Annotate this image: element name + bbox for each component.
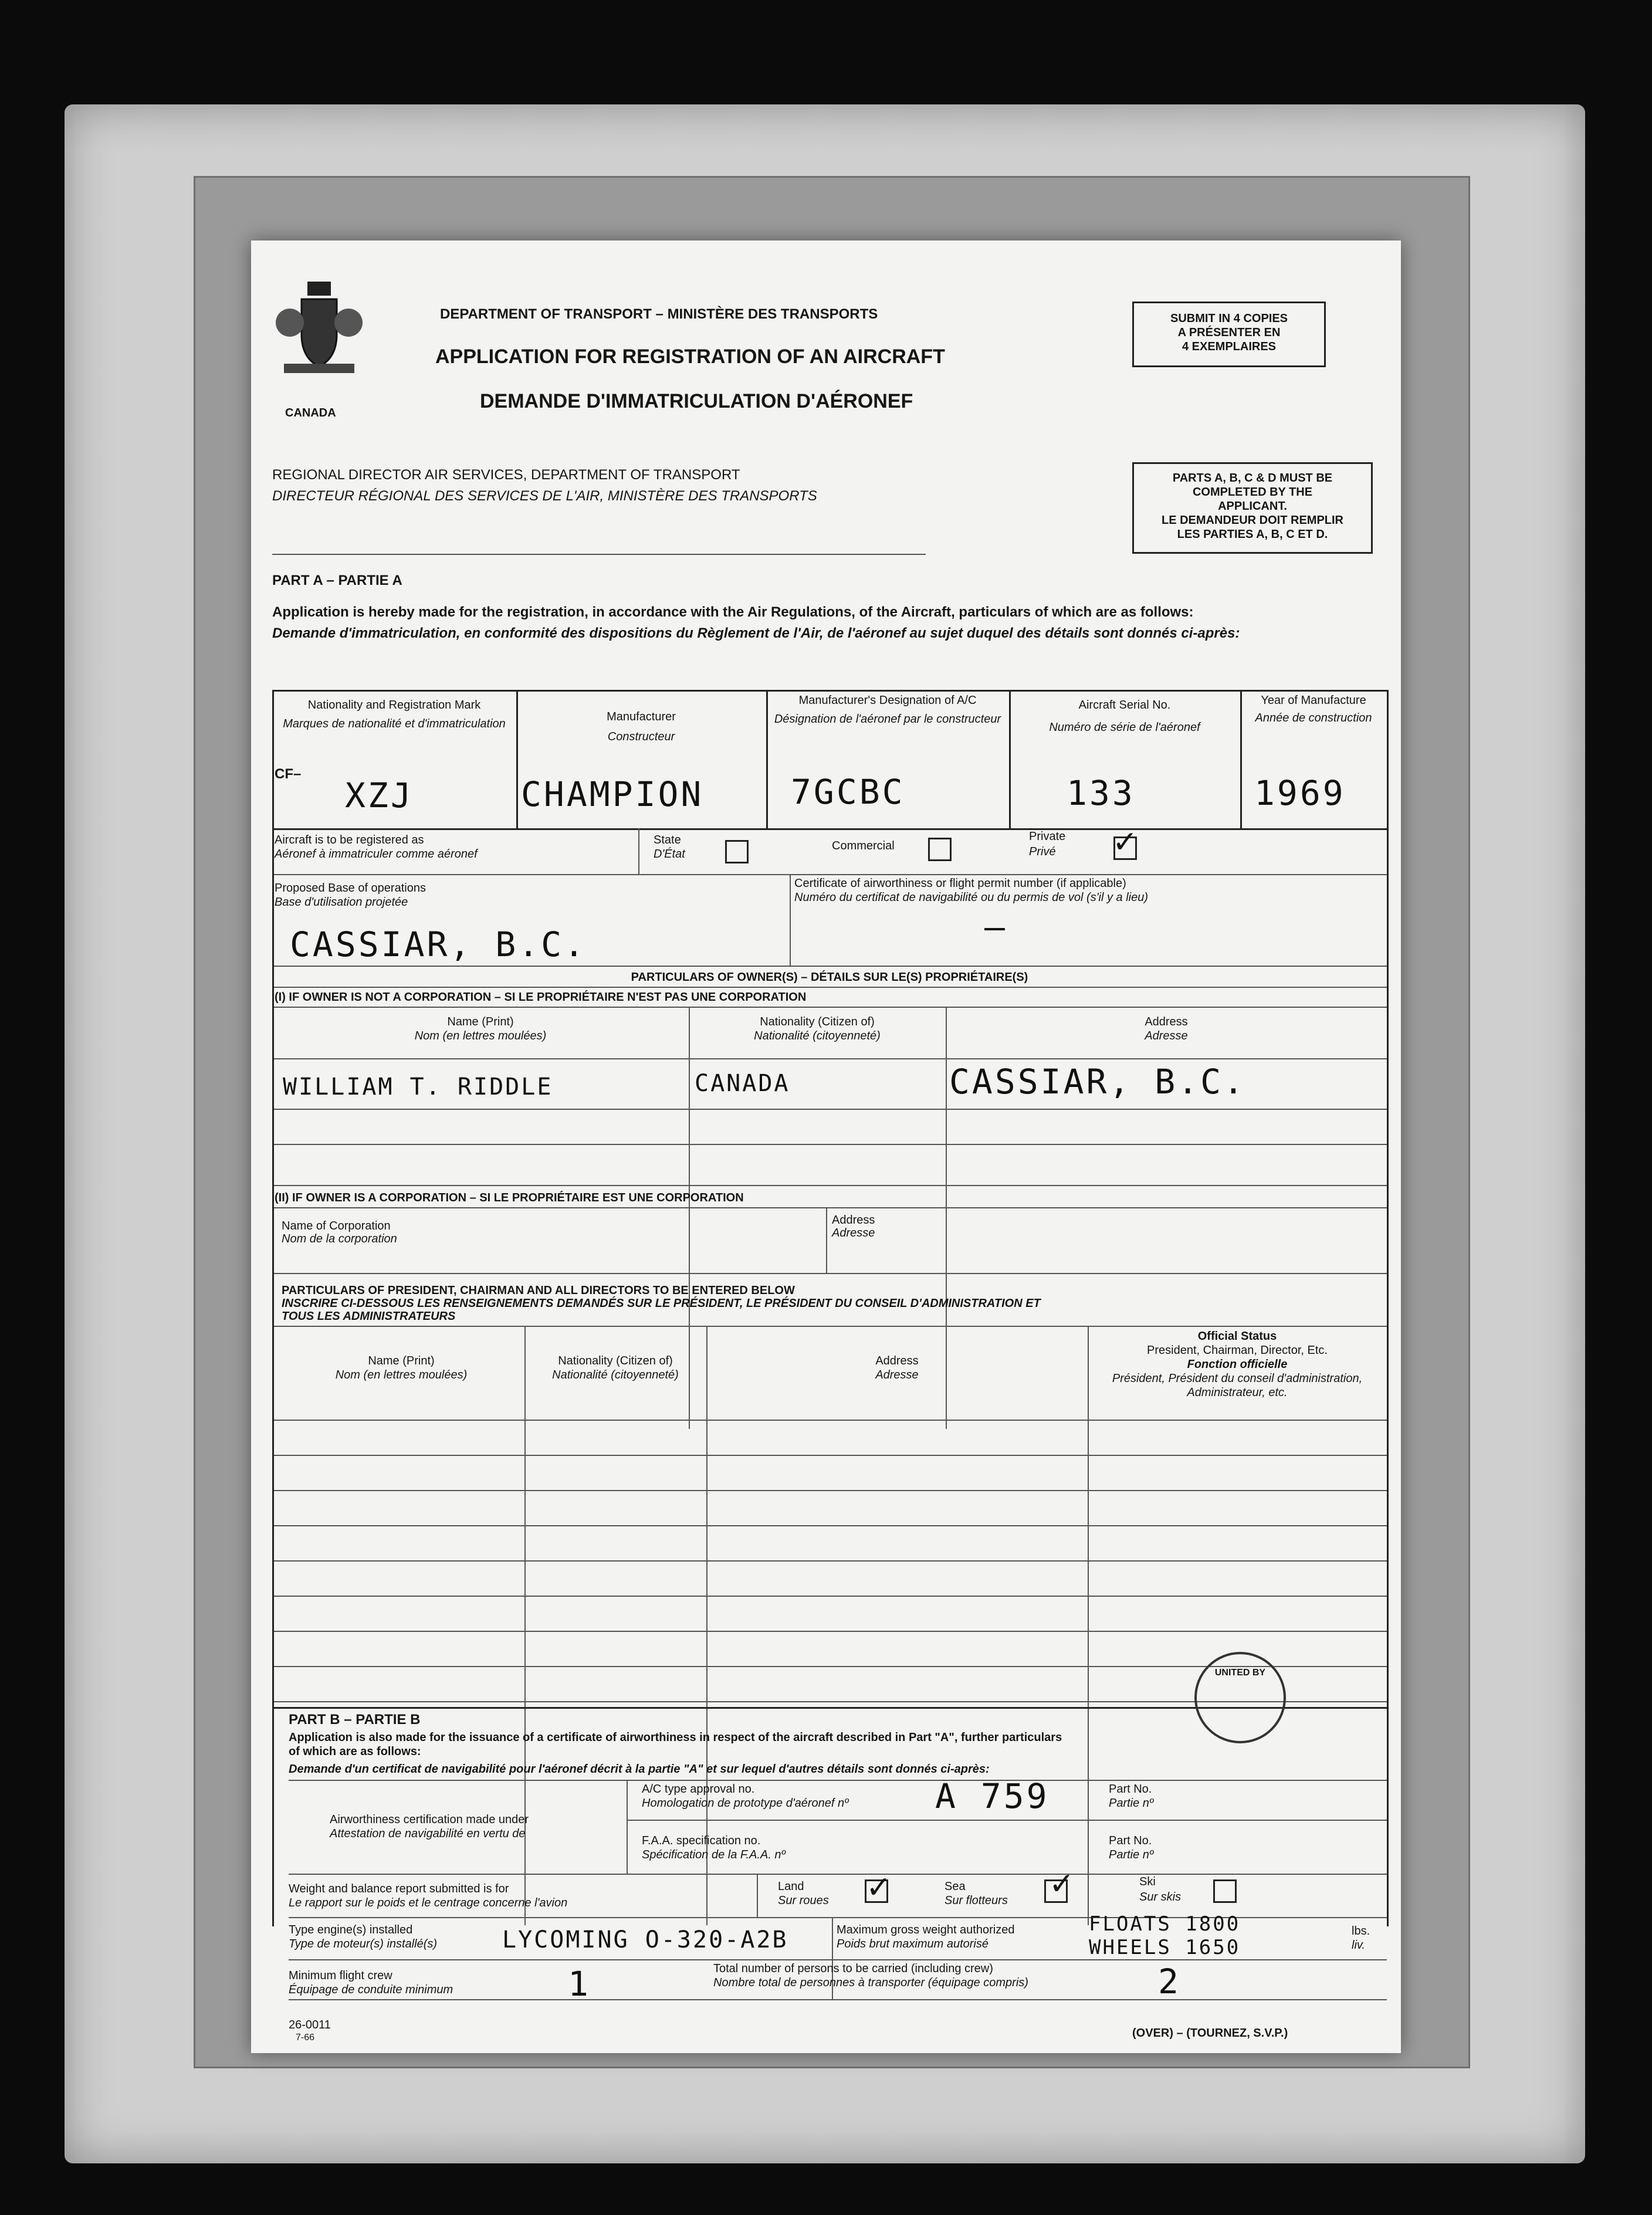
- faa-fr: Spécification de la F.A.A. nº: [642, 1848, 786, 1861]
- director-row-line: [272, 1596, 1387, 1597]
- engine-fr: Type de moteur(s) installé(s): [289, 1938, 438, 1950]
- cert-value: —: [984, 907, 1007, 947]
- parts-line-1: PARTS A, B, C & D MUST BE: [1172, 472, 1333, 485]
- status-header-en-2: President, Chairman, Director, Etc.: [1147, 1344, 1328, 1357]
- corp-name-fr: Nom de la corporation: [282, 1232, 397, 1245]
- sea-en: Sea: [945, 1880, 966, 1893]
- col-header-en: Nationality and Registration Mark: [307, 699, 481, 712]
- manufacturer-value: CHAMPION: [521, 774, 704, 814]
- row-line: [272, 1144, 1387, 1145]
- form-title-en: APPLICATION FOR REGISTRATION OF AN AIRCRAFT: [435, 346, 945, 368]
- wb-fr: Le rapport sur le poids et le centrage concerne l'avion: [289, 1896, 568, 1909]
- owner-nat-header-fr: Nationalité (citoyenneté): [754, 1029, 881, 1042]
- submit-line-1: SUBMIT IN 4 COPIES: [1170, 312, 1288, 325]
- parts-line-2: COMPLETED BY THE: [1192, 486, 1313, 499]
- base-label-fr: Base d'utilisation projetée: [275, 896, 408, 909]
- crew-fr: Équipage de conduite minimum: [289, 1983, 453, 1996]
- ski-checkbox[interactable]: [1213, 1879, 1237, 1903]
- ski-en: Ski: [1139, 1875, 1156, 1888]
- director-row-line: [272, 1525, 1387, 1526]
- designation-value: 7GCBC: [791, 772, 905, 812]
- col-header-manufacturer: [516, 710, 766, 744]
- director-nat-header-fr: Nationalité (citoyenneté): [552, 1369, 679, 1381]
- lbs-fr: liv.: [1352, 1939, 1365, 1952]
- col-header-fr: Constructeur: [607, 730, 675, 743]
- owner-nat-header: [689, 1015, 946, 1043]
- crew-value: 1: [568, 1964, 591, 2004]
- parts-line-4: LE DEMANDEUR DOIT REMPLIR: [1162, 514, 1343, 527]
- cf-prefix: CF–: [275, 766, 302, 782]
- floats-weight-value: FLOATS 1800: [1089, 1912, 1241, 1936]
- owner-name-header: [272, 1015, 689, 1043]
- addressee-line: [272, 554, 926, 555]
- form-title-fr: DEMANDE D'IMMATRICULATION D'AÉRONEF: [480, 390, 913, 412]
- part-no-en: Part No.: [1109, 1783, 1152, 1796]
- cert-under-en: Airworthiness certification made under: [330, 1813, 529, 1826]
- stamp-text: UNITED BY: [1214, 1668, 1266, 1678]
- cert-label-fr: Numéro du certificat de navigabilité ou du permis de vol (s'il y a lieu): [794, 891, 1148, 904]
- row-line: [272, 1109, 1387, 1110]
- ski-fr: Sur skis: [1139, 1891, 1182, 1904]
- row-line: [272, 1185, 1387, 1186]
- registered-as-fr: Aéronef à immatriculer comme aéronef: [275, 848, 478, 861]
- commercial-checkbox[interactable]: [928, 838, 952, 861]
- owner-addr-header-en: Address: [1145, 1015, 1188, 1028]
- commercial-label: Commercial: [832, 839, 895, 852]
- row-line: [289, 1874, 1387, 1875]
- registration-form: [251, 241, 1401, 2053]
- form-date: 7-66: [296, 2033, 315, 2043]
- private-label-fr: Privé: [1029, 845, 1056, 858]
- row-line: [289, 1780, 1387, 1781]
- status-header-en: Official Status: [1197, 1330, 1277, 1343]
- row-line: [272, 1326, 1387, 1327]
- department-line: DEPARTMENT OF TRANSPORT – MINISTÈRE DES TRANSPORTS: [440, 306, 878, 322]
- table-right-border: [1387, 690, 1389, 1926]
- part-a-heading: PART A – PARTIE A: [272, 573, 402, 588]
- parts-line-5: LES PARTIES A, B, C ET D.: [1177, 528, 1328, 541]
- mgw-en: Maximum gross weight authorized: [837, 1923, 1015, 1936]
- owner-address-value: CASSIAR, B.C.: [949, 1062, 1246, 1102]
- director-nat-header-en: Nationality (Citizen of): [558, 1354, 673, 1367]
- not-corporation-heading: (I) IF OWNER IS NOT A CORPORATION – SI LE PROPRIÉTAIRE N'EST PAS UNE CORPORATION: [275, 991, 807, 1004]
- land-fr: Sur roues: [778, 1894, 829, 1907]
- owner-nat-header-en: Nationality (Citizen of): [760, 1015, 875, 1028]
- submit-line-2: A PRÉSENTER EN: [1177, 326, 1281, 339]
- serial-value: 133: [1067, 773, 1135, 813]
- row-line: [272, 966, 1387, 967]
- addressee-fr: DIRECTEUR RÉGIONAL DES SERVICES DE L'AIR, MINISTÈRE DES TRANSPORTS: [272, 488, 817, 504]
- crew-en: Minimum flight crew: [289, 1969, 392, 1982]
- form-number: 26-0011: [289, 2018, 331, 2031]
- row-line: [272, 987, 1387, 988]
- submit-copies-box: [1132, 302, 1326, 367]
- corp-addr-fr: Adresse: [832, 1227, 875, 1239]
- col-header-fr: Numéro de série de l'aéronef: [1049, 721, 1200, 734]
- director-col-divider: [1088, 1326, 1089, 1925]
- director-row-line: [272, 1490, 1387, 1491]
- corp-addr-en: Address: [832, 1214, 875, 1227]
- mgw-fr: Poids brut maximum autorisé: [837, 1938, 989, 1950]
- persons-fr: Nombre total de personnes à transporter (équipage compris): [713, 1976, 1028, 1989]
- owner-name-value: WILLIAM T. RIDDLE: [283, 1073, 553, 1100]
- owner-addr-header: [946, 1015, 1387, 1043]
- col-header-year: [1240, 693, 1387, 725]
- type-approval-en: A/C type approval no.: [642, 1783, 755, 1796]
- part-a-intro-en: Application is hereby made for the registration, in accordance with the Air Regulations, of the Aircraft, particulars of which are as follows:: [272, 604, 1194, 620]
- owner-nationality-value: CANADA: [695, 1070, 790, 1097]
- table-top-line: [272, 690, 1387, 692]
- part-no-fr: Partie nº: [1109, 1797, 1154, 1810]
- part-no-2-en: Part No.: [1109, 1834, 1152, 1847]
- parts-required-box: [1132, 462, 1373, 554]
- row-divider: [790, 874, 791, 966]
- col-header-designation: [766, 693, 1009, 726]
- row-line: [272, 874, 1387, 875]
- part-b-heading: PART B – PARTIE B: [289, 1712, 421, 1728]
- director-row-line: [272, 1420, 1387, 1421]
- year-value: 1969: [1254, 773, 1346, 813]
- director-name-header-fr: Nom (en lettres moulées): [335, 1369, 468, 1381]
- corporation-heading: (II) IF OWNER IS A CORPORATION – SI LE PROPRIÉTAIRE EST UNE CORPORATION: [275, 1191, 744, 1204]
- director-name-header-en: Name (Print): [368, 1354, 435, 1367]
- faa-en: F.A.A. specification no.: [642, 1834, 761, 1847]
- corp-name-en: Name of Corporation: [282, 1220, 391, 1232]
- persons-value: 2: [1158, 1962, 1181, 2001]
- engine-en: Type engine(s) installed: [289, 1923, 413, 1936]
- table-left-border: [272, 690, 274, 1926]
- director-row-line: [272, 1560, 1387, 1562]
- director-name-header: [272, 1354, 530, 1382]
- over-note: (OVER) – (TOURNEZ, S.V.P.): [1132, 2027, 1288, 2040]
- col-header-fr: Année de construction: [1255, 712, 1372, 724]
- row-divider: [757, 1874, 758, 1917]
- corp-divider: [826, 1207, 827, 1273]
- state-checkbox[interactable]: [725, 840, 749, 863]
- row-divider: [638, 828, 639, 874]
- table-row-line: [272, 828, 1387, 830]
- wb-en: Weight and balance report submitted is for: [289, 1882, 509, 1895]
- part-no-2-fr: Partie nº: [1109, 1848, 1154, 1861]
- col-header-en: Aircraft Serial No.: [1078, 699, 1171, 712]
- col-header-en: Year of Manufacture: [1261, 694, 1366, 707]
- part-b-intro-en-1: Application is also made for the issuance of a certificate of airworthiness in respect of the aircraft described in Part "A", further particulars: [289, 1731, 1062, 1744]
- owners-heading: PARTICULARS OF OWNER(S) – DÉTAILS SUR LE(S) PROPRIÉTAIRE(S): [631, 971, 1028, 984]
- col-header-fr: Marques de nationalité et d'immatriculation: [283, 717, 506, 730]
- base-value: CASSIAR, B.C.: [290, 924, 587, 964]
- row-line: [627, 1820, 1387, 1821]
- owner-name-header-en: Name (Print): [447, 1015, 514, 1028]
- row-line: [289, 1999, 1387, 2000]
- directors-heading-fr-2: TOUS LES ADMINISTRATEURS: [282, 1310, 456, 1323]
- status-header-fr-2: Président, Président du conseil d'administration, Administrateur, etc.: [1112, 1372, 1363, 1399]
- directors-heading-fr-1: INSCRIRE CI-DESSOUS LES RENSEIGNEMENTS DEMANDÉS SUR LE PRÉSIDENT, LE PRÉSIDENT DU CONSEIL D'ADMINISTRATION ET: [282, 1297, 1041, 1310]
- col-header-en: Manufacturer's Designation of A/C: [798, 694, 977, 707]
- director-row-line: [272, 1455, 1387, 1456]
- part-b-intro-en-2: of which are as follows:: [289, 1745, 421, 1758]
- director-row-line: [272, 1631, 1387, 1632]
- land-check-mark-icon: ✓: [866, 1870, 892, 1905]
- type-approval-value: A 759: [935, 1776, 1050, 1816]
- col-header-en: Manufacturer: [607, 710, 676, 723]
- cert-under-fr: Attestation de navigabilité en vertu de: [330, 1827, 526, 1840]
- col-header-fr: Désignation de l'aéronef par le constructeur: [774, 713, 1001, 726]
- registered-as-en: Aircraft is to be registered as: [275, 834, 424, 846]
- registration-mark-value: XZJ: [345, 775, 414, 815]
- land-en: Land: [778, 1880, 804, 1893]
- part-b-intro-fr: Demande d'un certificat de navigabilité pour l'aéronef décrit à la partie "A" et sur lequel d'autres détails sont donnés ci-après:: [289, 1763, 990, 1776]
- addressee-en: REGIONAL DIRECTOR AIR SERVICES, DEPARTMENT OF TRANSPORT: [272, 467, 740, 483]
- parts-line-3: APPLICANT.: [1218, 500, 1287, 513]
- private-check-mark-icon: ✓: [1112, 825, 1138, 860]
- private-label: Private: [1029, 830, 1066, 843]
- col-header-serial: [1009, 698, 1240, 734]
- type-approval-fr: Homologation de prototype d'aéronef nº: [642, 1797, 849, 1810]
- state-label: State: [654, 834, 681, 846]
- part-a-intro-fr: Demande d'immatriculation, en conformité des dispositions du Règlement de l'Air, de l'aéronef au sujet duquel des détails sont donnés ci-après:: [272, 625, 1240, 641]
- coat-of-arms-icon: [272, 282, 366, 399]
- status-header-fr: Fonction officielle: [1187, 1358, 1288, 1371]
- row-line: [272, 1058, 1387, 1059]
- owner-addr-header-fr: Adresse: [1145, 1029, 1188, 1042]
- cert-label-en: Certificate of airworthiness or flight permit number (if applicable): [794, 877, 1126, 890]
- sea-check-mark-icon: ✓: [1049, 1867, 1075, 1902]
- row-line: [272, 1273, 1387, 1274]
- state-label-fr: D'État: [654, 848, 685, 861]
- received-stamp: [1194, 1652, 1286, 1743]
- director-status-header: [1088, 1329, 1387, 1400]
- submit-line-3: 4 EXEMPLAIRES: [1182, 340, 1277, 353]
- wheels-weight-value: WHEELS 1650: [1089, 1936, 1241, 1959]
- director-addr-header: [706, 1354, 1088, 1382]
- col-header-mark: [272, 698, 516, 731]
- engine-value: LYCOMING O-320-A2B: [502, 1926, 788, 1953]
- coat-caption: CANADA: [285, 407, 336, 419]
- director-nat-header: [524, 1354, 706, 1382]
- row-line: [289, 1959, 1387, 1960]
- row-divider: [627, 1780, 628, 1874]
- row-line: [272, 1007, 1387, 1008]
- director-addr-header-fr: Adresse: [875, 1369, 919, 1381]
- persons-en: Total number of persons to be carried (including crew): [713, 1962, 993, 1975]
- director-addr-header-en: Address: [875, 1354, 919, 1367]
- directors-heading-en: PARTICULARS OF PRESIDENT, CHAIRMAN AND ALL DIRECTORS TO BE ENTERED BELOW: [282, 1284, 795, 1297]
- owner-name-header-fr: Nom (en lettres moulées): [414, 1029, 547, 1042]
- base-label-en: Proposed Base of operations: [275, 882, 426, 895]
- row-line: [272, 1207, 1387, 1208]
- sea-fr: Sur flotteurs: [945, 1894, 1008, 1907]
- lbs-en: lbs.: [1352, 1925, 1370, 1938]
